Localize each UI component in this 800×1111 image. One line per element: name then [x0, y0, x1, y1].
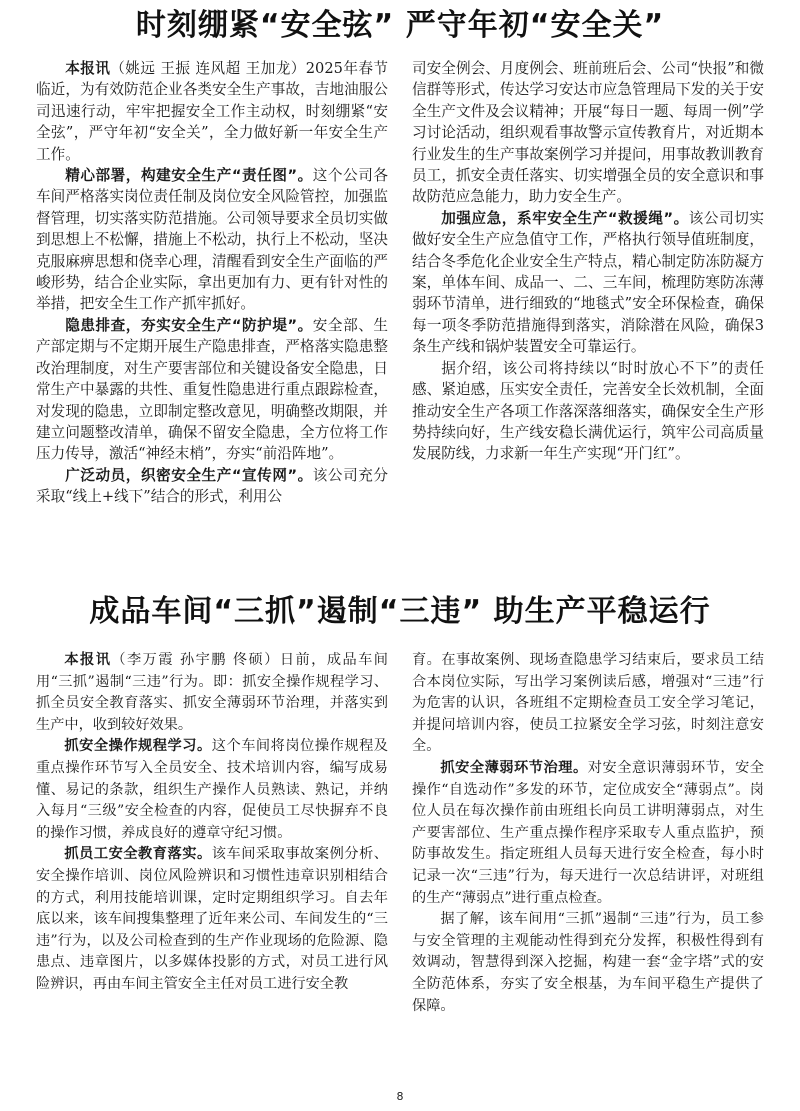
article-1-subhead-4: 加强应急，系牢安全生产“救援绳”。	[441, 209, 689, 227]
article-2-headline: 成品车间“三抓”遏制“三违” 助生产平稳运行	[89, 594, 711, 629]
article-1-subhead-3: 广泛动员，织密安全生产“宣传网”。	[65, 466, 313, 484]
article-1-paragraph-3: 隐患排查，夯实安全生产“防护堤”。安全部、生产部定期与不定期开展生产隐患排查，严格落实隐患整改治理制度，对生产要害部位和关键设备安全隐患，日常生产中暴露的共性、重复性隐患进行重点跟踪检查，对发现的隐患，立即制定整改意见，明确整改期限，并建立问题整改清单，确保不留安全隐患，全方位将工作压力传导，激活“神经末梢”，夯实“前沿阵地”。	[36, 316, 388, 463]
article-1-paragraph-1: 本报讯（姚远 王振 连风超 王加龙）2025年春节临近，为有效防范企业各类安全生产事故，吉地油服公司迅速行动，牢牢把握安全工作主动权，时刻绷紧“安全弦”，严守年初“安全关”，全力做好新一年安全生产工作。	[36, 60, 388, 163]
article-2-paragraph-2: 抓安全操作规程学习。这个车间将岗位操作规程及重点操作环节写入全员安全、技术培训内容，编写成易懂、易记的条款，组织生产操作人员熟读、熟记，并纳入每月“三级”安全检查的内容，促使员工尽快摒弃不良的操作习惯，养成良好的遵章守纪习惯。	[36, 738, 388, 841]
article-2-subhead-1: 抓安全操作规程学习。	[64, 738, 212, 755]
article-2-paragraph-3-continued: 育。在事故案例、现场查隐患学习结束后，要求员工结合本岗位实际，写出学习案例读后感，增强对“三违”行为危害的认识，各班组不定期检查员工安全学习笔记，并提问培训内容，使员工拉紧安全学习弦，时刻注意安全。	[412, 652, 764, 755]
article-2-left-column	[36, 650, 388, 1100]
article-1-paragraph-2: 精心部署，构建安全生产“责任图”。这个公司各车间严格落实岗位责任制及岗位安全风险管控，加强监督管理，切实落实防范措施。公司领导要求全员切实做到思想上不松懈，措施上不松动，执行上不松动，坚决克服麻痹思想和侥幸心理，清醒看到安全生产面临的严峻形势，结合企业实际，拿出更加有力、更有针对性的举措，把安全生工作产抓牢抓好。	[36, 167, 388, 313]
article-1-paragraph-4-continued: 司安全例会、月度例会、班前班后会、公司“快报”和微信群等形式，传达学习安达市应急管理局下发的关于安全生产文件及会议精神；开展“每日一题、每周一例”学习讨论活动，组织观看事故警示宣传教育片，对近期本行业发生的生产事故案例学习并提问，用事故教训教育员工，抓安全责任落实、切实增强全员的安全意识和事故防范应急能力，助力安全生产。	[412, 60, 764, 206]
article-2-paragraph-4: 抓安全薄弱环节治理。对安全意识薄弱环节，安全操作“自选动作”多发的环节，定位成安全“薄弱点”。岗位人员在每次操作前由班组长向员工讲明薄弱点，对生产要害部位、生产重点操作程序采取专人重点监护，预防事故发生。指定班组人员每天进行安全检查，每小时记录一次“三违”行为，每天进行一次总结讲评，对班组的生产“薄弱点”进行重点检查。	[412, 759, 764, 906]
article-2-subhead-3: 抓安全薄弱环节治理。	[440, 759, 588, 776]
article-2-lead: 本报讯	[64, 652, 112, 668]
article-1-paragraph-5: 加强应急，系牢安全生产“救援绳”。该公司切实做好安全生产应急值守工作，严格执行领导值班制度，结合冬季危化企业安全生产特点，精心制定防冻防凝方案，单体车间、成品一、二、三车间，梳理防寒防冻薄弱环节清单，进行细致的“地毯式”安全环保检查，确保每一项冬季防范措施得到落实，消除潜在风险，确保3条生产线和锅炉装置安全可靠运行。	[412, 209, 764, 356]
article-2-paragraph-3: 抓员工安全教育落实。该车间采取事故案例分析、安全操作培训、岗位风险辨识和习惯性违章识别相结合的方式，利用技能培训课，定时定期组织学习。自去年底以来，该车间搜集整理了近年来公司、车间发生的“三违”行为，以及公司检查到的生产作业现场的危险源、隐患点、违章图片，以多媒体投影的方式，对员工进行风险辨识，再由车间主管安全主任对员工进行安全教	[36, 846, 388, 992]
article-1-body	[36, 58, 764, 538]
article-1-paragraph-6: 据介绍，该公司将持续以“时时放心不下”的责任感、紧迫感，压实安全责任，完善安全长效机制，全面推动安全生产各项工作落深落细落实，确保安全生产形势持续向好，生产线安稳长满优运行，筑牢公司高质量发展防线，力求新一年生产实现“开门红”。	[412, 359, 764, 463]
article-2-body	[36, 650, 764, 1100]
article-1-headline: 时刻绷紧“安全弦” 严守年初“安全关”	[135, 8, 665, 43]
article-1-subhead-2: 隐患排查，夯实安全生产“防护堤”。	[65, 316, 313, 334]
article-1-lead: 本报讯	[65, 60, 111, 77]
article-2-paragraph-5: 据了解，该车间用“三抓”遏制“三违”行为，员工参与安全管理的主观能动性得到充分发挥，积极性得到有效调动，智慧得到深入挖掘，构建一套“金字塔”式的安全防范体系，夯实了安全根基，为车间平稳生产提供了保障。	[412, 911, 764, 1014]
article-1-left-column	[36, 58, 388, 538]
article-1-paragraph-4: 广泛动员，织密安全生产“宣传网”。该公司充分采取“线上+线下”结合的形式，利用公	[36, 466, 388, 506]
page-number: 8	[396, 1090, 404, 1103]
article-2-paragraph-1: 本报讯（李万霞 孙宇鹏 佟硕）日前，成品车间用“三抓”遏制“三违”行为。即：抓安全操作规程学习、抓全员安全教育落实、抓安全薄弱环节治理，并落实到生产中，收到较好效果。	[36, 652, 388, 733]
article-2	[36, 586, 764, 1100]
article-1-right-column	[412, 58, 764, 538]
article-1	[36, 0, 764, 538]
article-2-subhead-2: 抓员工安全教育落实。	[64, 846, 212, 863]
article-2-right-column	[412, 650, 764, 1100]
article-1-subhead-1: 精心部署，构建安全生产“责任图”。	[65, 167, 313, 185]
